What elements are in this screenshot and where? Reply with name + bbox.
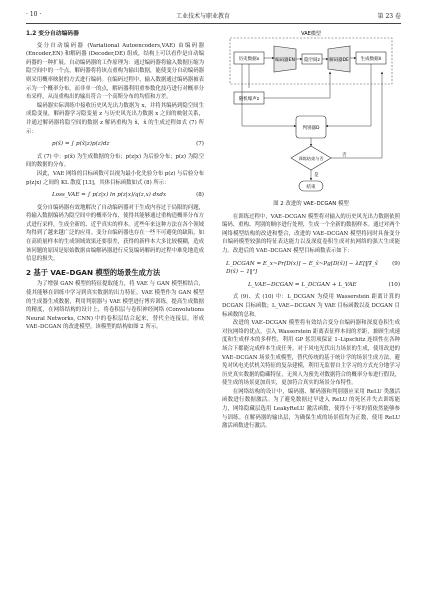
no-label: 否 [342,153,347,158]
paragraph: 变分自编码器有效地解决了自动编码器对于生成内容过于局限的问题，将输入数据编码为隐空间中的概率分布，使得其能够通过重构造概率分布方式进行采样，生成全新的、近乎真实的样本。近些年来这种方法在各个领域均得到了越来越广泛的应用。变分自编码器也存在一些不可避免的缺陷，如在高质量样本的生成领域效果还要很差，获得的新样本大多比较模糊，造成该问题的原因是原始数据由编解码器进行反复编码解码的过程中难免地造成信息的损失。 [26,204,204,263]
equation-text: L_VAE−DCGAN = L_DCGAN + L_VAE [248,281,357,288]
paragraph: 式 (9)、式 (10) 中：L_DCGAN 为使用 Wasserstein 距离计算的 DCGAN 目标函数；L_VAE−DCGAN 为 VAE 目标函数以及 DCGAN 目标函数的总和。 [222,294,400,318]
equation-number: (8) [196,192,204,199]
equation-text: Loss_VAE = ∫ p(z|x) ln p(z|x)/q(z,x) dxdx [52,192,167,199]
vae-dcgan-diagram [222,30,400,198]
equation-8 [26,191,204,200]
paragraph: 在训练过程中，VAE–DCGAN 模型将对输入的历史风光出力数据依照编码、重构、判别的顺序进行处理，生成一个全新的数据样本。通过对两个网络模型结构的改进和整合，改进的 VAE–DCGAN 模型将同时具备变分自编码模型较强的特征表达能力以及深度卷积生成对抗网络的强大生成能力。改进后的 VAE–DCGAN 模型目标函数表示如下： [222,213,400,254]
paragraph: 因此，VAE 网络的目标函数可以视为最小化先验分布 p(z) 与后验分布 p(z|x) 之间的 KL 散度 [13]，其体目标函数如式 (8) 所示： [26,170,204,186]
header-rule [26,23,401,24]
right-column [222,30,400,431]
decision-label: 训练结束与否 [298,156,324,161]
figure-2 [222,30,400,198]
page-number: · 10 · [26,11,42,18]
random-noise-label: 随机噪声z [238,97,260,102]
paragraph: 为了增强 GAN 模型的特征提取能力，将 VAE 与 GAN 模型相结合，使其能够在训练中学习到真实数据的出力特征。VAE 模型作为 GAN 模型的生成器生成数据，利用判别器与 VAE 模型进行博弈训练，提高生成数据的精度，在网络结构的设计上，将卷积层与卷积神经网络 (Convolutions Neural Networks, CNN) 中的卷积层结合起来，替代全连接层，形成 VAE–DCGAN 的改进模型。该模型的结构如图 2 所示。 [26,281,204,331]
end-label: 结束 [306,185,316,190]
section-heading-2: 2 基于 VAE–DGAN 模型的场景生成方法 [26,267,161,277]
vae-title: VAE模型 [301,31,321,37]
section-heading-1-2: 1.2 变分自动编码器 [26,31,79,37]
paragraph: 变分自动编码器 (Variational Autoencoders,VAE) 由编码器 (Encoder,EN) 和解码器 (Decoder,DE) 组成，结构上可以看作是自动编码器的一种扩展。自动编码器的工作原理为：通过编码器将输入数据压缩为隐空间中的一个点，解码器将将该点重构为输出数据，能使变分自动编码器则采用概率映射的方式进行编码。在编码过程中，输入数据通过编码器被表示为一个概率分布，而非单一的点，解码器利用重参数化技巧进行对概率分布采样，从而重构出的输出符合一个高斯分布的均值和方差。 [26,42,204,101]
journal-name: 工业技术与职业教育 [176,13,231,20]
equation-7 [26,140,204,149]
decoder-label: 解码器DE [329,58,349,63]
discriminator-label: 判别器D [302,126,320,131]
equation-text: L_DCGAN = E_x~Pr[D(x)] − E_x̃~Pg[D(x̃)] − λE[‖∇_x̂ D(x̂) − 1‖²] [226,260,378,276]
paragraph: 在网络结构的设计中，编码器、解码器和判别器应采用 ReLU 类激活函数进行数据激活。为了避免数据过早进入 ReLU 的死区并失去训练能力，网络隐藏层选用 LeakyReLU 激活函数，使得小于零的值依然能够参与训练。在解码器的输出层，为确保生成的场景值均为正数，使用 ReLU 激活函数进行激活。 [222,388,400,430]
equation-number: (7) [196,141,204,148]
equation-number: (9) [392,260,400,267]
left-column [26,30,204,332]
latent-label: 隐空间z [304,58,320,63]
equation-number: (10) [388,281,400,288]
paragraph: 编码器实际训练中接收历史风光出力数据为 x，并将其编码到隐空间生成隐变量，解码器学习隐变量 z 与历史风光出力数据 x 之间的映射关系，并通过解码器将隐空间的数据 z 解码重构为 x̃，x̃ 的生成过程如式 (7) 所示： [26,102,204,135]
equation-9 [222,260,400,277]
encoder-label: 编码器EN [275,58,295,63]
paragraph: 改进的 VAE–DCGAN 模型将有效结合变分自编码器和深度卷积生成对抗网络的优点，引入 Wasserstein 距离表征样本间的差距，兼顾生成速度和生成样本的多样性，利用 GP 惩罚项保证 1–Lipschitz 连续性在各种场合下都能完成样本生成任务。对于风电光伏出力场景的生成，使用改进的 VAE–DCGAN 场景生成模型，替代传统的基于统计学的场景生成方法，避免对风电光伏机关特征的复杂建模，利用无监督自主学习的方式充分地学习历史真实数据的隐藏特征，无须人为预先对数据符合的概率分布进行假设，使生成的场景更加真实，更加符合真实的场景分布特性。 [222,320,400,387]
volume-label: 第 23 卷 [377,13,401,20]
equation-text: p(x̃) = ∫ p(x̃|z)p(z)dz [52,141,110,148]
paragraph: 式 (7) 中：p(x̃) 为生成数据的分布；p(z|x) 为后验分布；p(z) 为隐空间的数据的分布。 [26,153,204,169]
equation-10 [222,281,400,290]
generated-data-label: 生成数据x̃ [360,57,382,62]
historical-data-label: 历史数据x [238,57,260,62]
figure-caption: 图 2 改进的 VAE–DCGAN 模型 [273,201,349,207]
yes-label: 是 [314,173,319,178]
